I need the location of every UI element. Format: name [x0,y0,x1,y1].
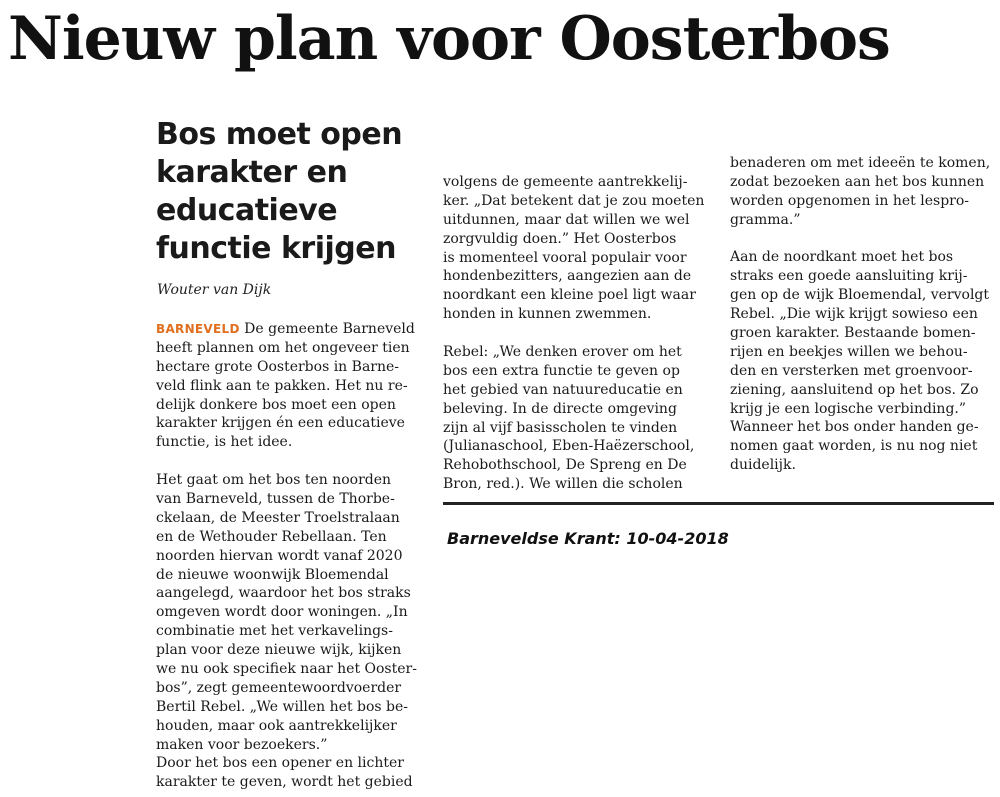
text-line: karakter te geven, wordt het gebied [156,774,413,791]
text-line: Het gaat om het bos ten noorden [156,472,392,489]
text-line: we nu ook specifiek naar het Ooster- [156,661,417,678]
source-caption: Barneveldse Krant: 10-04-2018 [447,529,729,548]
text-line: benaderen om met ideeën te komen, [730,155,991,171]
paragraph-gap [443,324,704,343]
subheadline-line: karakter en [156,155,348,190]
text-line: beleving. In de directe omgeving [443,400,677,417]
text-line: krijg je een logische verbinding.” [730,400,967,417]
text-line: honden in kunnen zwemmen. [443,306,652,323]
text-line: hondenbezitters, aangezien aan de [443,268,692,285]
paragraph-gap [730,230,990,249]
text-line: Door het bos een opener en lichter [156,755,404,772]
article-subheadline [156,116,402,268]
text-line: karakter krijgen én een educatieve [156,415,405,432]
subheadline-line: educatieve [156,193,338,228]
text-line: groen karakter. Bestaande bomen- [730,325,976,342]
text-line: gen op de wijk Bloemendal, vervolgt [730,287,990,304]
text-line: bos”, zegt gemeentewoordvoerder [156,679,402,696]
text-line: ziening, aansluitend op het bos. Zo [730,381,979,398]
text-line: gramma.” [730,211,801,228]
text-line: en de Wethouder Rebellaan. Ten [156,528,387,545]
text-line: worden opgenomen in het lespro- [730,192,970,209]
text-line: functie, is het idee. [156,434,293,451]
text-line: omgeven wordt door woningen. „In [156,604,408,621]
text-line: straks een goede aansluiting krij- [730,268,968,285]
text-line: duidelijk. [730,457,796,474]
article-headline: Nieuw plan voor Oosterbos [8,4,890,74]
subheadline-line: Bos moet open [156,117,403,152]
text-line: uitdunnen, maar dat willen we wel [443,211,690,228]
text-line: het gebied van natuureducatie en [443,381,683,398]
byline: Wouter van Dijk [157,282,272,298]
text-line: Aan de noordkant moet het bos [730,249,954,266]
text-line: aangelegd, waardoor het bos straks [156,585,411,602]
text-line: heeft plannen om het ongeveer tien [156,339,410,356]
text-line: de nieuwe woonwijk Bloemendal [156,566,389,583]
text-line: veld flink aan te pakken. Het nu re- [156,377,408,394]
text-line: noordkant een kleine poel ligt waar [443,287,696,304]
text-line: ckelaan, de Meester Troelstralaan [156,509,400,526]
text-line: ker. „Dat betekent dat je zou moeten [443,192,705,209]
first-line [156,320,417,339]
text-line: combinatie met het verkavelings- [156,623,393,640]
text-line: Rebel: „We denken erover om het [443,344,682,361]
text-line: bos een extra functie te geven op [443,362,680,379]
text-line: den en versterken met groenvoor- [730,362,973,379]
text-line: hectare grote Oosterbos in Barne- [156,358,400,375]
text-line: volgens de gemeente aantrekkelij- [443,174,688,190]
text-line: houden, maar ook aantrekkelijker [156,717,397,734]
article-column-1 [156,320,417,792]
article-column-3 [730,154,990,475]
article-column-2 [443,173,704,494]
subheadline-line: functie krijgen [156,231,396,266]
divider-rule [443,502,994,505]
text-line: maken voor bezoekers.” [156,736,328,753]
text-line: is momenteel vooral populair voor [443,249,687,266]
text-line: Bron, red.). We willen die scholen [443,476,683,493]
text-line: plan voor deze nieuwe wijk, kijken [156,642,402,659]
text-line: nomen gaat worden, is nu nog niet [730,438,978,455]
text-line: zijn al vijf basisscholen te vinden [443,419,678,436]
first-line-text: De gemeente Barneveld [244,321,415,337]
text-line: noorden hiervan wordt vanaf 2020 [156,547,403,564]
text-line: Rehobothschool, De Spreng en De [443,457,687,474]
text-line: (Julianaschool, Eben-Haëzerschool, [443,438,695,455]
text-line: Bertil Rebel. „We willen het bos be- [156,698,409,715]
text-line: zorgvuldig doen.” Het Oosterbos [443,230,677,247]
dateline: BARNEVELD [156,322,240,336]
text-line: Wanneer het bos onder handen ge- [730,419,979,436]
text-line: delijk donkere bos moet een open [156,396,396,413]
text-line: zodat bezoeken aan het bos kunnen [730,173,985,190]
paragraph-gap [156,452,417,471]
text-line: van Barneveld, tussen de Thorbe- [156,491,395,508]
text-line: rijen en beekjes willen we behou- [730,343,968,360]
text-line: Rebel. „Die wijk krijgt sowieso een [730,306,978,323]
